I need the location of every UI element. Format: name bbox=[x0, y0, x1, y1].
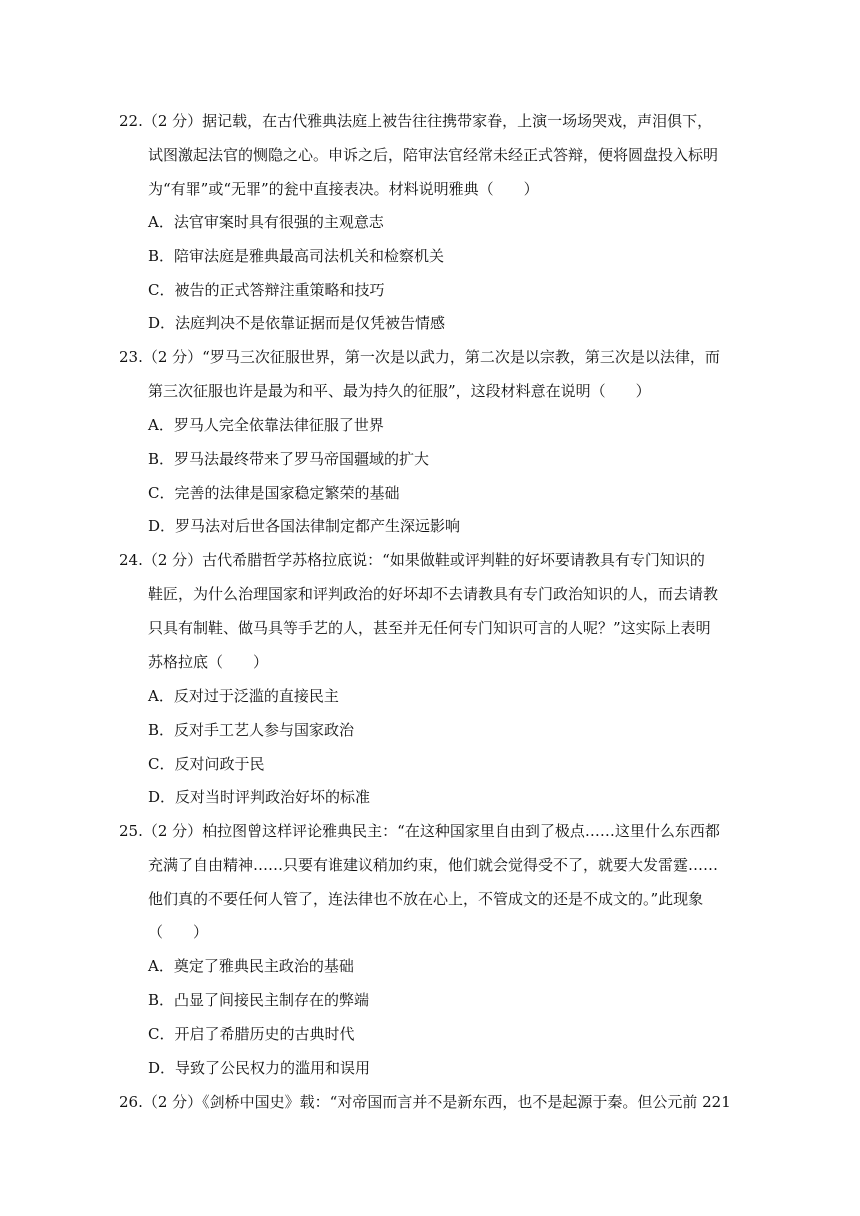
question-22-option-c: C．被告的正式答辩注重策略和技巧 bbox=[148, 281, 385, 299]
question-24-line-1: 24.（2 分）古代希腊哲学苏格拉底说：“如果做鞋或评判鞋的好坏要请教具有专门知识的 bbox=[119, 551, 705, 569]
question-22-option-b: B．陪审法庭是雅典最高司法机关和检察机关 bbox=[148, 247, 445, 265]
question-25-line-4: （ ） bbox=[148, 923, 209, 941]
question-23-option-b: B．罗马法最终带来了罗马帝国疆域的扩大 bbox=[148, 450, 430, 468]
question-25-option-c: C．开启了希腊历史的古典时代 bbox=[148, 1025, 355, 1043]
question-24-line-4: 苏格拉底（ ） bbox=[148, 653, 269, 671]
question-22-line-1: 22.（2 分）据记载，在古代雅典法庭上被告往往携带家眷，上演一场场哭戏，声泪俱下， bbox=[119, 112, 713, 130]
question-23-line-2: 第三次征服也许是最为和平、最为持久的征服”，这段材料意在说明（ ） bbox=[148, 382, 651, 400]
question-25-option-a: A．奠定了雅典民主政治的基础 bbox=[148, 957, 354, 975]
question-23-line-1: 23.（2 分）“罗马三次征服世界，第一次是以武力，第二次是以宗教，第三次是以法律，而 bbox=[119, 348, 720, 366]
question-26-line-1: 26.（2 分）《剑桥中国史》载：“对帝国而言并不是新东西，也不是起源于秦。但公元前 221 bbox=[119, 1093, 731, 1111]
question-24-option-b: B．反对手工艺人参与国家政治 bbox=[148, 721, 355, 739]
question-22-option-d: D．法庭判决不是依靠证据而是仅凭被告情感 bbox=[148, 314, 446, 332]
question-24-option-c: C．反对问政于民 bbox=[148, 755, 265, 773]
question-25-line-1: 25.（2 分）柏拉图曾这样评论雅典民主：“在这种国家里自由到了极点……这里什么东西都 bbox=[119, 822, 720, 840]
question-22-option-a: A．法官审案时具有很强的主观意志 bbox=[148, 213, 384, 231]
question-23-option-c: C．完善的法律是国家稳定繁荣的基础 bbox=[148, 484, 400, 502]
question-25-option-b: B．凸显了间接民主制存在的弊端 bbox=[148, 991, 370, 1009]
question-23-option-a: A．罗马人完全依靠法律征服了世界 bbox=[148, 416, 384, 434]
question-25-option-d: D．导致了公民权力的滥用和误用 bbox=[148, 1059, 371, 1077]
question-22-line-3: 为“有罪”或“无罪”的瓮中直接表决。材料说明雅典（ ） bbox=[148, 180, 539, 198]
question-25-line-2: 充满了自由精神……只要有谁建议稍加约束，他们就会觉得受不了，就要大发雷霆…… bbox=[148, 856, 719, 874]
question-24-line-2: 鞋匠，为什么治理国家和评判政治的好坏却不去请教具有专门政治知识的人，而去请教 bbox=[148, 585, 719, 603]
question-22-line-2: 试图激起法官的恻隐之心。申诉之后，陪审法官经常未经正式答辩，便将圆盘投入标明 bbox=[148, 146, 719, 164]
question-25-line-3: 他们真的不要任何人管了，连法律也不放在心上，不管成文的还是不成文的。”此现象 bbox=[148, 890, 704, 908]
question-23-option-d: D．罗马法对后世各国法律制定都产生深远影响 bbox=[148, 517, 461, 535]
question-24-option-d: D．反对当时评判政治好坏的标准 bbox=[148, 788, 371, 806]
question-24-option-a: A．反对过于泛滥的直接民主 bbox=[148, 687, 339, 705]
question-24-line-3: 只具有制鞋、做马具等手艺的人，甚至并无任何专门知识可言的人呢？”这实际上表明 bbox=[148, 619, 711, 637]
